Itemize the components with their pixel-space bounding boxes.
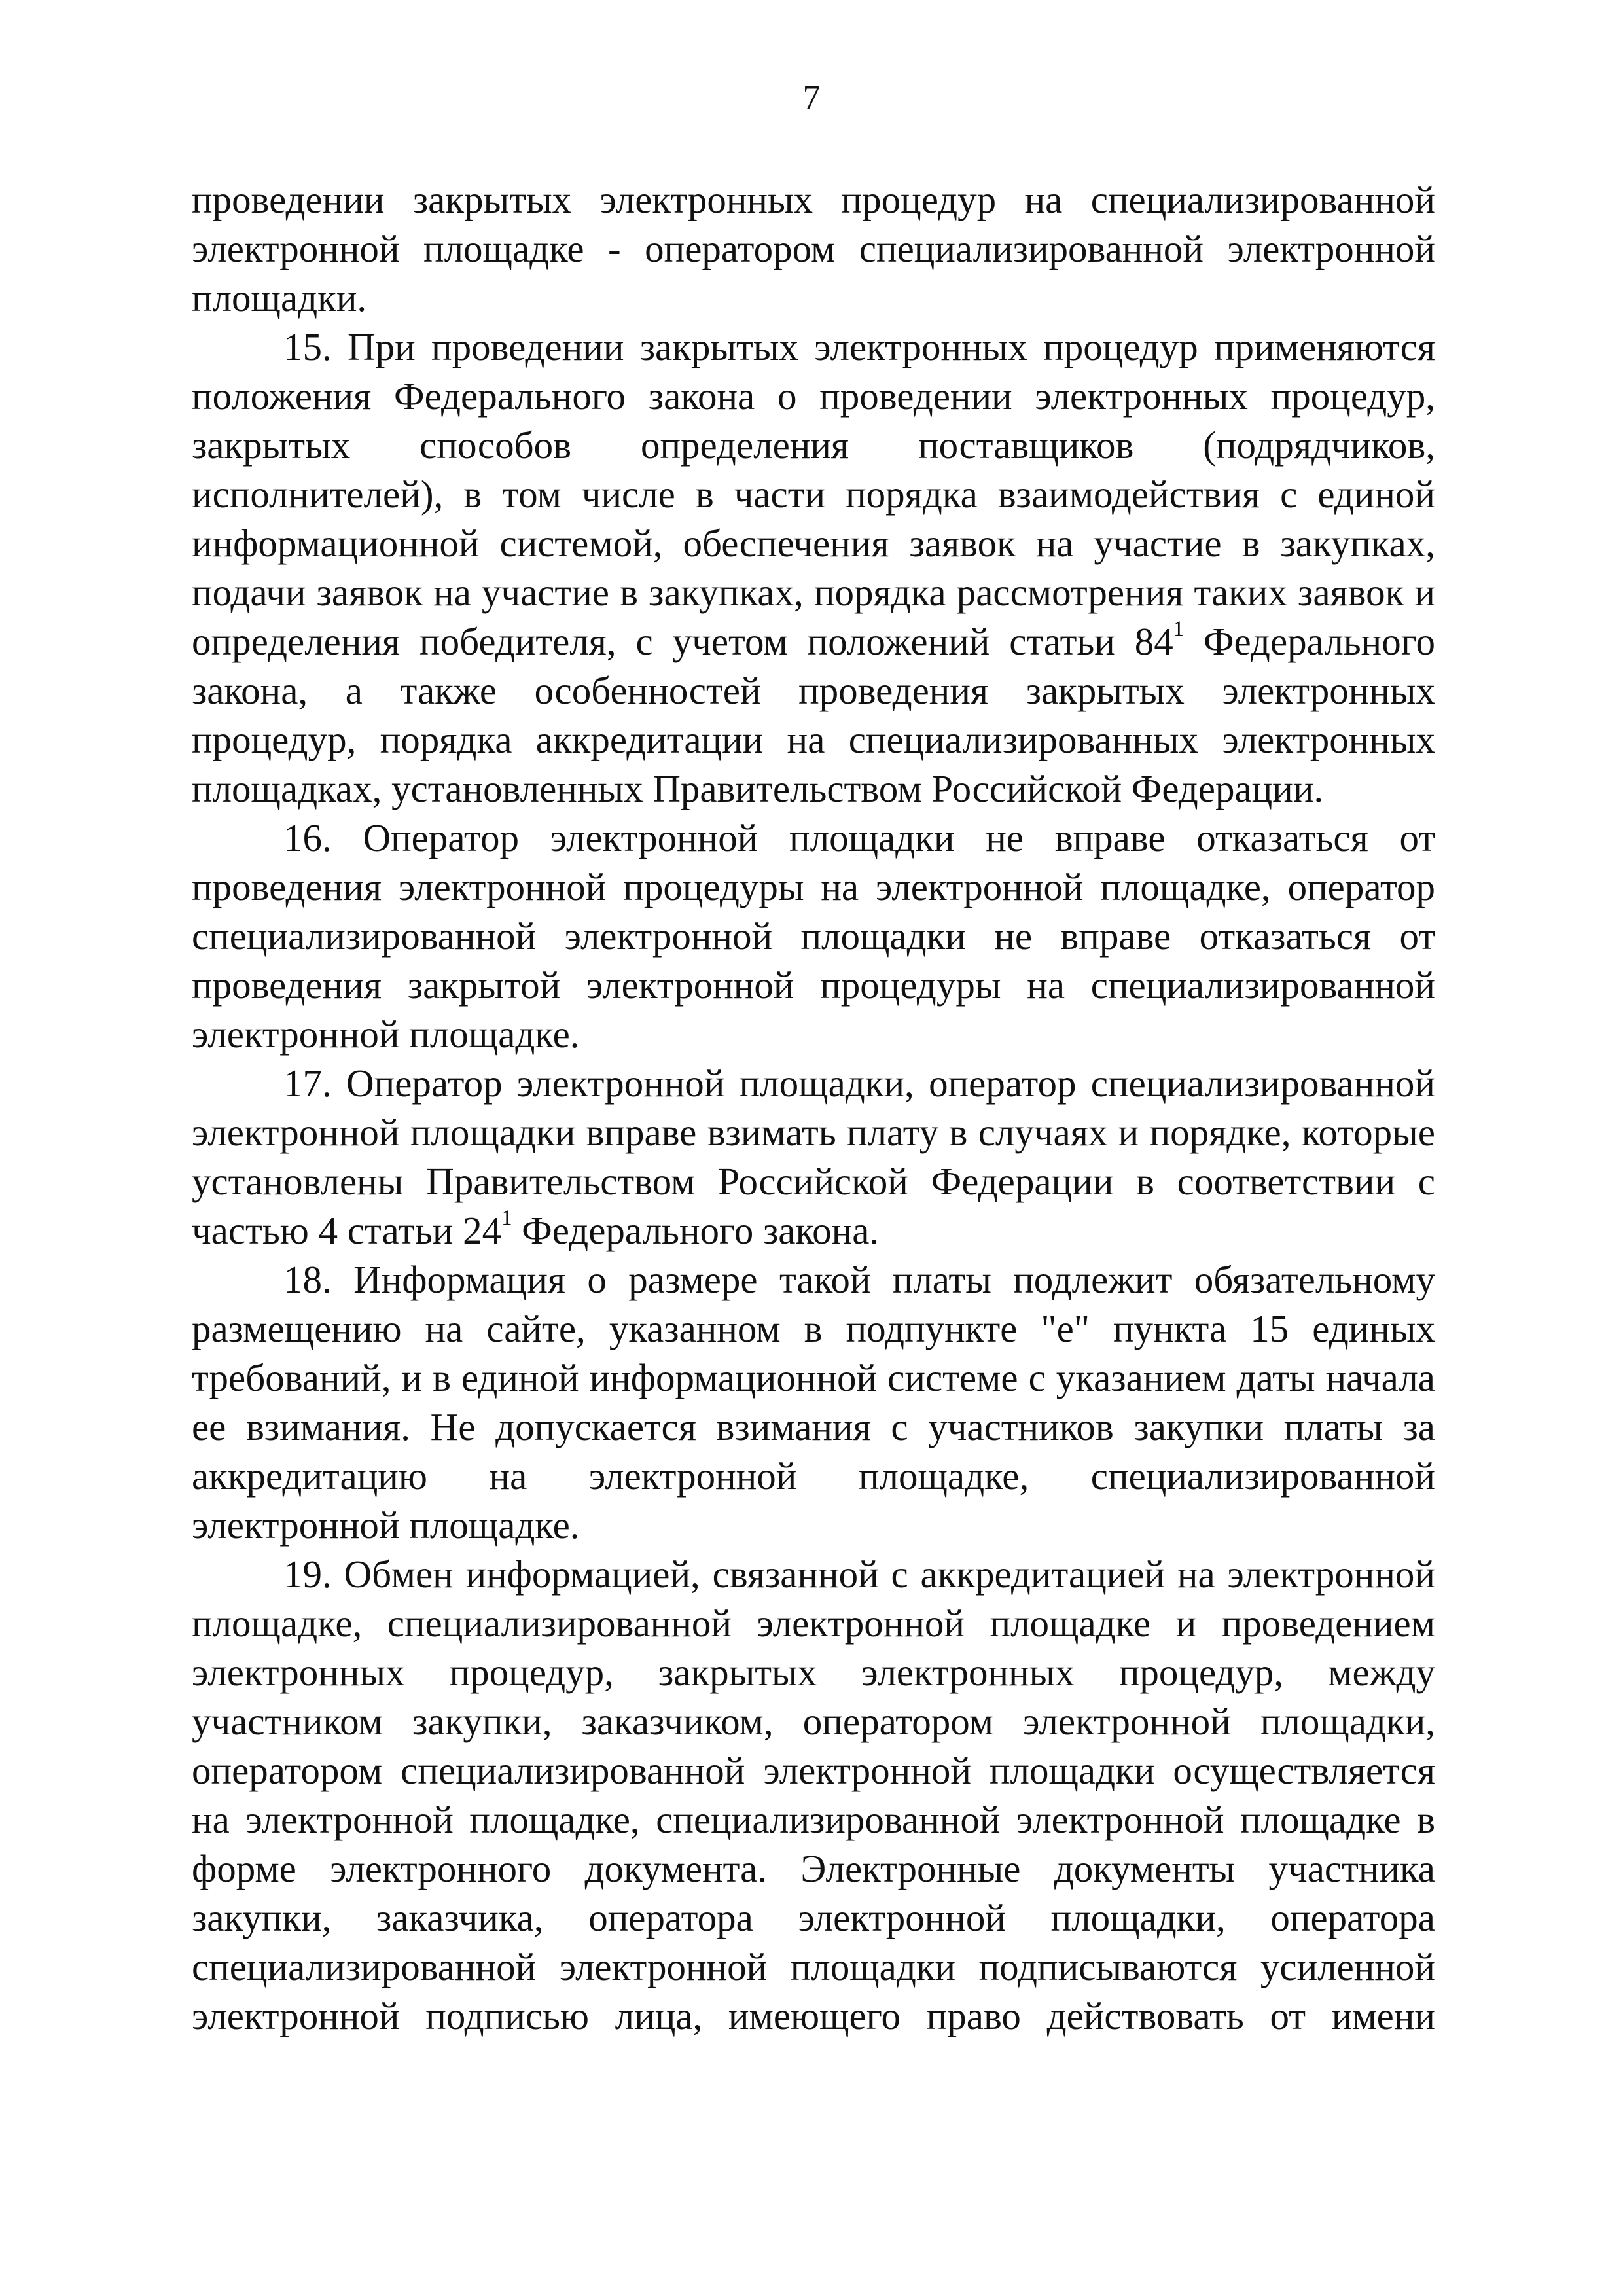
text-line (192, 470, 1435, 519)
line-text: площадки. (192, 276, 367, 319)
text-line (192, 1893, 1435, 1943)
text-line (192, 1795, 1435, 1844)
line-text: проведения закрытой электронной процедуры на специализированной (192, 963, 1435, 1007)
line-text: электронной площадки вправе взимать плату в случаях и порядке, которые (192, 1111, 1435, 1154)
text-line (192, 1157, 1435, 1206)
text-line (192, 1550, 1435, 1599)
superscript-mark: 1 (1173, 617, 1184, 641)
line-text: 15. При проведении закрытых электронных процедур применяются (283, 325, 1435, 368)
text-line (192, 1304, 1435, 1354)
text-line (192, 1108, 1435, 1157)
text-line (192, 1943, 1435, 1992)
line-text: специализированной электронной площадки подписываются усиленной (192, 1945, 1435, 1988)
line-text: электронной площадке. (192, 1503, 580, 1547)
line-text: 16. Оператор электронной площадки не вправе отказаться от (283, 816, 1435, 859)
text-line (192, 519, 1435, 568)
text-line (192, 323, 1435, 372)
text-line (192, 863, 1435, 912)
line-text: закупки, заказчика, оператора электронной площадки, оператора (192, 1896, 1435, 1939)
line-text: требований, и в единой информационной системе с указанием даты начала (192, 1356, 1435, 1399)
line-text-continued: Федерального закона. (512, 1209, 880, 1252)
text-line (192, 1697, 1435, 1746)
line-text-continued: Федерального (1183, 620, 1435, 663)
text-line (192, 224, 1435, 274)
page-number: 7 (802, 78, 821, 117)
text-line (192, 912, 1435, 961)
line-text: информационной системой, обеспечения заявок на участие в закупках, (192, 522, 1435, 565)
line-text: площадке, специализированной электронной площадке и проведением (192, 1602, 1435, 1645)
text-line (192, 1354, 1435, 1403)
text-line (192, 1059, 1435, 1108)
line-text: процедур, порядка аккредитации на специализированных электронных (192, 718, 1435, 761)
text-line (192, 372, 1435, 421)
line-text: электронной площадке. (192, 1013, 580, 1056)
text-line (192, 715, 1435, 764)
line-text: электронных процедур, закрытых электронных процедур, между (192, 1651, 1435, 1694)
text-line (192, 421, 1435, 470)
line-text: размещению на сайте, указанном в подпункте "е" пункта 15 единых (192, 1307, 1435, 1350)
text-line (192, 1206, 1435, 1255)
line-text: оператором специализированной электронной площадки осуществляется (192, 1749, 1435, 1792)
line-text: проведения электронной процедуры на электронной площадке, оператор (192, 865, 1435, 908)
text-line (192, 666, 1435, 715)
line-text: 17. Оператор электронной площадки, оператор специализированной (283, 1062, 1435, 1105)
text-line (192, 814, 1435, 863)
line-text: 19. Обмен информацией, связанной с аккредитацией на электронной (283, 1552, 1435, 1596)
line-text: проведении закрытых электронных процедур на специализированной (192, 178, 1435, 221)
text-line (192, 1501, 1435, 1550)
text-line (192, 1648, 1435, 1697)
superscript-mark: 1 (501, 1206, 512, 1230)
line-text: положения Федерального закона о проведении электронных процедур, (192, 374, 1435, 418)
text-line (192, 764, 1435, 814)
line-text: 18. Информация о размере такой платы подлежит обязательному (283, 1258, 1435, 1301)
line-text: подачи заявок на участие в закупках, порядка рассмотрения таких заявок и (192, 571, 1435, 614)
text-line (192, 1992, 1435, 2041)
line-text: закрытых способов определения поставщиков (подрядчиков, (192, 423, 1435, 467)
text-line (192, 1844, 1435, 1893)
text-line (192, 617, 1435, 666)
line-text: частью 4 статьи 24 (192, 1209, 502, 1252)
text-line (192, 1599, 1435, 1648)
line-text: участником закупки, заказчиком, оператором электронной площадки, (192, 1700, 1435, 1743)
line-text: площадках, установленных Правительством Российской Федерации. (192, 767, 1324, 810)
line-text: исполнителей), в том числе в части порядка взаимодействия с единой (192, 473, 1435, 516)
text-line (192, 1452, 1435, 1501)
line-text: специализированной электронной площадки не вправе отказаться от (192, 914, 1435, 958)
text-line (192, 961, 1435, 1010)
line-text: закона, а также особенностей проведения закрытых электронных (192, 669, 1435, 712)
document-body (192, 175, 1435, 2041)
text-line (192, 274, 1435, 323)
line-text: форме электронного документа. Электронные документы участника (192, 1847, 1435, 1890)
text-line (192, 1746, 1435, 1795)
line-text: установлены Правительством Российской Федерации в соответствии с (192, 1160, 1435, 1203)
text-line (192, 175, 1435, 224)
text-line (192, 1010, 1435, 1059)
line-text: электронной подписью лица, имеющего право действовать от имени (192, 1994, 1435, 2037)
text-line (192, 1403, 1435, 1452)
line-text: определения победителя, с учетом положений статьи 84 (192, 620, 1173, 663)
text-line (192, 1255, 1435, 1304)
line-text: ее взимания. Не допускается взимания с участников закупки платы за (192, 1405, 1435, 1448)
text-line (192, 568, 1435, 617)
line-text: электронной площадке - оператором специализированной электронной (192, 227, 1435, 270)
line-text: аккредитацию на электронной площадке, специализированной (192, 1454, 1435, 1498)
line-text: на электронной площадке, специализированной электронной площадке в (192, 1798, 1435, 1841)
